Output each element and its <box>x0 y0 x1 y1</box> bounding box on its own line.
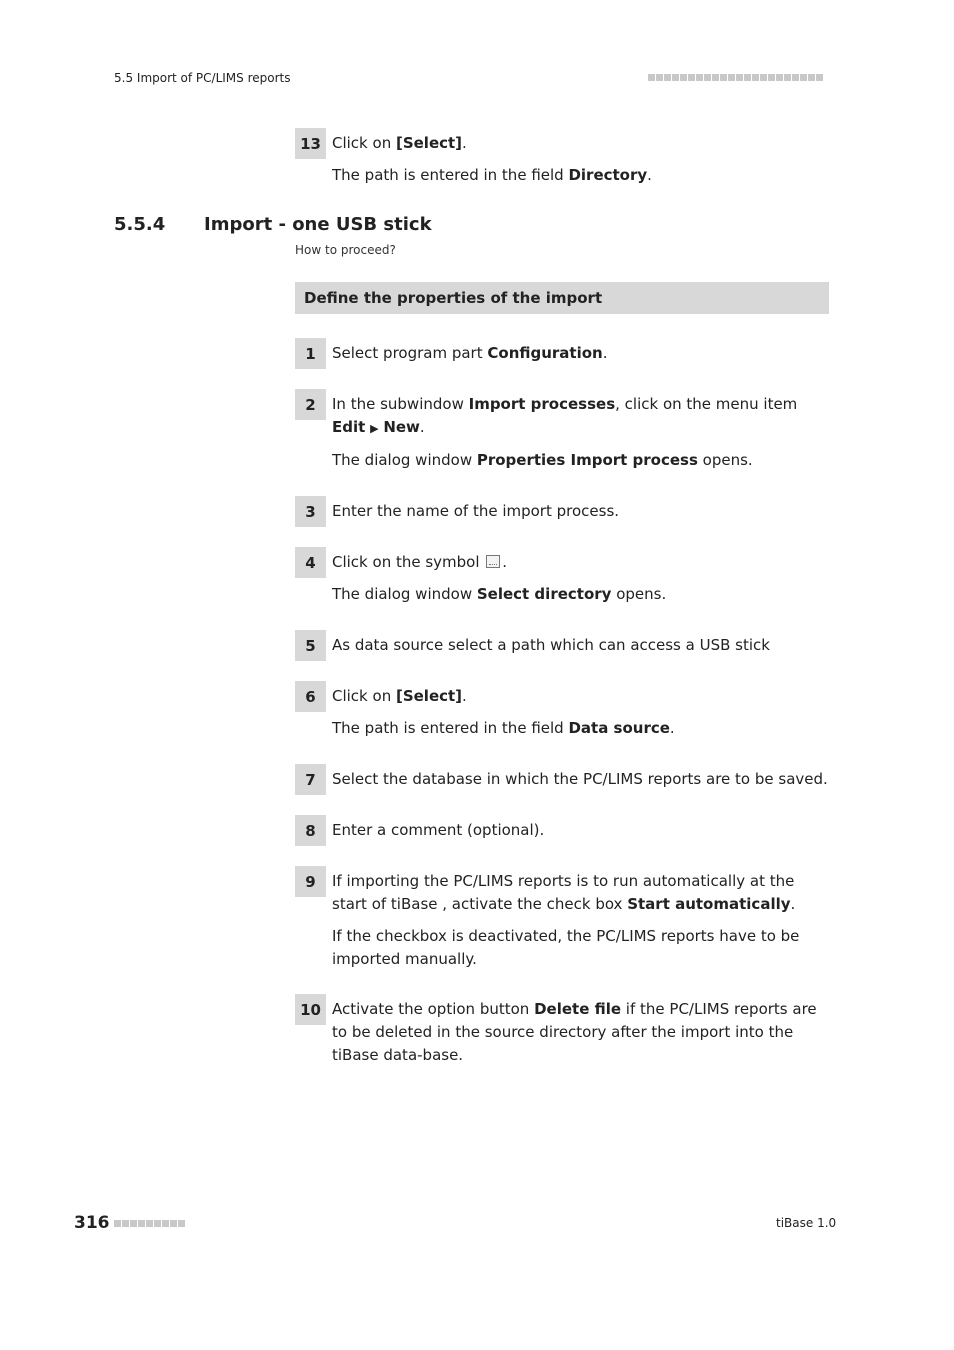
step-number-13: 13 <box>295 128 326 159</box>
step-1-text: Select program part Configuration. <box>332 344 608 362</box>
step-5-text: As data source select a path which can access a USB stick <box>332 636 770 654</box>
browse-folder-icon <box>486 555 500 568</box>
page-number: 316 <box>74 1213 110 1233</box>
step-7-text: Select the database in which the PC/LIMS reports are to be saved. <box>332 770 828 788</box>
header-decoration <box>648 74 823 81</box>
step-6-result: The path is entered in the field Data source. <box>332 719 675 737</box>
section-number: 5.5.4 <box>114 214 166 235</box>
step-3-text: Enter the name of the import process. <box>332 502 620 520</box>
step-number-2: 2 <box>295 389 326 420</box>
footer-decoration <box>114 1220 185 1227</box>
section-intro: How to proceed? <box>295 243 396 257</box>
select-button-ref: [Select] <box>395 134 463 152</box>
step-number-6: 6 <box>295 681 326 712</box>
step-number-8: 8 <box>295 815 326 846</box>
step-number-3: 3 <box>295 496 326 527</box>
running-header: 5.5 Import of PC/LIMS reports <box>114 71 291 85</box>
step-9-text: If importing the PC/LIMS reports is to run automatically at the start of tiBase , activate the check box Start automatically. <box>332 872 796 913</box>
step-number-4: 4 <box>295 547 326 578</box>
step-2-text: In the subwindow Import processes, click on the menu item Edit ▶ New. <box>332 395 798 436</box>
step-8-text: Enter a comment (optional). <box>332 821 545 839</box>
step-number-5: 5 <box>295 630 326 661</box>
step-4-text: Click on the symbol . <box>332 553 508 571</box>
step-13-text: Click on [Select]. <box>332 134 467 152</box>
step-number-9: 9 <box>295 866 326 897</box>
step-number-7: 7 <box>295 764 326 795</box>
step-2-result: The dialog window Properties Import process opens. <box>332 451 753 469</box>
step-10-text: Activate the option button Delete file if the PC/LIMS reports are to be deleted in the source directory after the import into the tiBase data-base. <box>332 1000 817 1064</box>
step-13-result: The path is entered in the field Directory. <box>332 166 652 184</box>
step-number-1: 1 <box>295 338 326 369</box>
procedure-bar: Define the properties of the import <box>295 282 829 314</box>
step-6-text: Click on [Select]. <box>332 687 467 705</box>
section-title: Import - one USB stick <box>204 214 432 235</box>
menu-arrow-icon: ▶ <box>370 422 379 435</box>
step-4-result: The dialog window Select directory opens. <box>332 585 667 603</box>
step-number-10: 10 <box>295 994 326 1025</box>
product-name: tiBase 1.0 <box>776 1216 837 1230</box>
step-9-result: If the checkbox is deactivated, the PC/LIMS reports have to be imported manually. <box>332 927 800 968</box>
